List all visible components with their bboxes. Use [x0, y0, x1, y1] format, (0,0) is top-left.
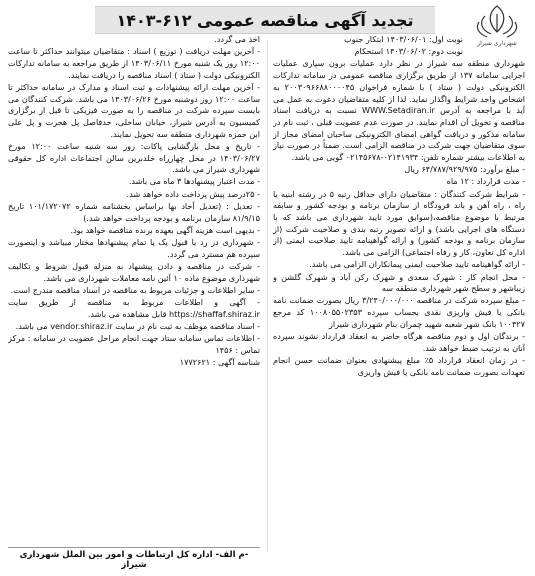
- right-column-paragraph: - ارائه گواهینامه تایید صلاحیت ایمنی پیمانکاران الزامی می باشد.: [309, 259, 525, 270]
- right-column-paragraph: - در زمان انعقاد قرارداد ۵٪ مبلغ پیشنهادی بعنوان ضمانت حسن انجام تعهدات بصورت ضمانت نامه بانکی یا فیش واریزی: [273, 354, 525, 377]
- left-column-paragraph: - آگهی و اطلاعات مربوط به مناقصه از طریق سایت https://shaffaf.shiraz.ir قابل مشاهده می باشد.: [8, 296, 260, 319]
- right-column-paragraph: - مدت قرارداد : ۱۲ ماه: [446, 176, 525, 187]
- left-column-paragraph: - ۲۵درصد پیش پرداخت داده خواهد شد.: [126, 188, 260, 199]
- right-column-paragraph: - برندگان اول و دوم مناقصه هرگاه حاضر به انعقاد قرارداد نشوند سپرده آنان به ترتیب ضبط خواهد شد.: [273, 331, 525, 353]
- issue-dates-block: [273, 34, 463, 58]
- left-column-paragraph: - اسناد مناقصه موظف به ثبت نام در سایت vendor.shiraz.ir می باشد.: [15, 320, 260, 331]
- left-column-paragraph: - تعدیل : (تعدیل آحاد بها براساس بخشنامه شماره ۱۰۱/۱۷۲۰۷۲ تاریخ ۸۱/۹/۱۵ سازمان برنامه و بودجه پرداخت خواهد شد.): [8, 200, 260, 223]
- footer-credit: -م الف- اداره کل ارتباطات و امور بین الملل شهرداری شیراز: [8, 547, 260, 570]
- title-band: [95, 6, 435, 34]
- left-column: [8, 34, 260, 554]
- left-column-paragraph: شناسه آگهی : ۱۷۷۲۶۲۱: [179, 356, 260, 367]
- right-column-paragraph: - مبلغ برآورد: ۶۴/۷۸۷/۹۲۹/۹۷۵ ریال: [404, 164, 525, 175]
- left-column-paragraph: - آخرین مهلت ارائه پیشنهادات و ثبت اسناد و مدارک در سامانه حداکثر تا ساعت ۱۲:۰۰ روز دوشنبه مورخ ۱۴۰۳/۰۶/۲۶ می باشد. شرکت کنندگان می بایست سپرده شرکت در مناقصه را به صورت فیزیکی تا قبل از برگزاری کمیسیون به آدرس شیراز، خیابان ساحلی، حدفاصل پل هجرت و پل علی ابن حمزه شهرداری منطقه سه تحویل نمایند.: [8, 81, 260, 139]
- right-column-paragraph: نوبت دوم: ۱۴۰۳/۰۶/۰۲ استحکام: [354, 46, 463, 57]
- column-divider: [267, 40, 268, 552]
- left-column-paragraph: - شهرداری در رد یا قبول یک یا تمام پیشنهادها مختار میباشد و اینصورت سپرده هم مسترد می گردد.: [8, 236, 260, 259]
- left-column-paragraph: - اطلاعات تماس سامانه ستاد جهت انجام مراحل عضویت در سامانه : مرکز تماس : ۱۴۵۶: [8, 333, 260, 355]
- left-column-paragraph: - آخرین مهلت دریافت ( توزیع ) اسناد : متقاضیان میتوانند حداکثر تا ساعت ۱۲:۰۰ روز یک شنبه مورخ ۱۴۰۳/۰۶/۱۱ از طریق مراجعه به سامانه تدارکات الکترونیکی دولت ( ستاد ) اسناد مناقصه را دریافت نمایند.: [8, 46, 260, 80]
- right-column-paragraph: - محل انجام کار : شهرک سعدی و شهرک رکن آباد و شهرک گلشن و زیباشهر و سطح شهر شهرداری منطقه سه: [273, 271, 525, 294]
- right-column-paragraph: - مبلغ سپرده شرکت در مناقصه ۳/۲۴۰/۰۰۰/۰۰۰ ریال بصورت ضمانت نامه بانکی یا فیش واریزی نقدی بحساب سپرده ۱۰۰۸۰۵۵۰۲۳۵۳ کد مرجع ۱۰۰۴۲۷ بانک شهر شعبه شهید چمران بنام شهرداری شیراز: [273, 295, 525, 329]
- left-column-paragraph: - تاریخ و محل بازگشایی پاکات: روز سه شنبه ساعت ۱۲:۰۰ مورخ ۱۴۰۳/۰۶/۲۷ در محل چهارراه خلدبرین سالن اجتماعات اداره کل حقوقی شهرداری شیراز می باشد.: [8, 140, 260, 175]
- logo-caption: شهرداری شیراز: [477, 40, 517, 47]
- left-column-paragraph: - سایر اطلاعات و جزئیات مربوط به مناقصه در اسناد مناقصه مندرج است.: [10, 284, 260, 295]
- right-column-paragraph: نوبت اول: ۱۴۰۳/۰۶/۰۱ ابتکار جنوب: [344, 34, 463, 44]
- right-column-paragraph: شهرداری منطقه سه شیراز در نظر دارد عملیات برون سپاری عملیات اجرایی سامانه ۱۳۷ از طریق برگزاری مناقصه عمومی در سامانه تدارکات الکترونیکی دولت ( ستاد ) با شماره فراخوان ۲۰۰۳۰۹۶۶۸۸۰۰۰۰۴۵ به اشخاص واجد شرایط واگذار نماید. لذا از کلیه متقاضیان دعوت به عمل می آید با مراجعه به آدرس WWW.Setadiran.ir نسبت به دریافت اسناد مناقصه و تحویل آن اقدام نمایند. در صورت عدم عضویت قبلی ، ثبت نام در سامانه مذکور و دریافت گواهی امضای الکترونیکی ساحبان امضای مجاز از سوی متقاضیان جهت شرکت در مناقصه الزامی است. ضمناً در صورت نیاز به اطلاعات بیشتر شماره تلفن: ۰۲۱۴۱۹۳۴-۰۲۱۴۵۶۷۸ گویی می باشد.: [273, 58, 525, 163]
- left-column-paragraph: - شرکت در مناقصه و دادن پیشنهاد به منزله قبول شروط و تکالیف شهرداری موضوع ماده ۱۰ آئین نامه معاملات شهرداری می باشد.: [8, 260, 260, 283]
- left-column-paragraph: - مدت اعتبار پیشنهادها ۳ ماه می باشد.: [128, 176, 260, 187]
- left-column-paragraph: - بدیهی است هزینه آگهی بعهده برنده مناقصه خواهد بود.: [70, 224, 260, 235]
- notice-title: تجدید آگهی مناقصه عمومی ۶۱۲-۱۴۰۳: [116, 10, 414, 30]
- right-column-paragraph: - شرایط شرکت کنندگان : متقاضیان دارای حداقل رتبه ۵ در رشته ابنیه یا راه ، راه آهن و باند فرودگاه از سازمان برنامه و بودجه کشور و سابقه مرتبط با موضوع مناقصه،(سوابق مورد تایید شهرداری می باشد که با دستگاه های اجرایی باشد) و ارائه تصویر رتبه بندی و صلاحیت شرکت (از سازمان برنامه و بودجه کشور) و ارائه گواهینامه تایید صلاحیت ایمنی (از اداره کل تعاون، کار و رفاه اجتماعی) الزامی می باشد.: [273, 188, 525, 258]
- right-column: [273, 34, 525, 554]
- left-column-paragraph: اخذ می گردد.: [214, 34, 260, 44]
